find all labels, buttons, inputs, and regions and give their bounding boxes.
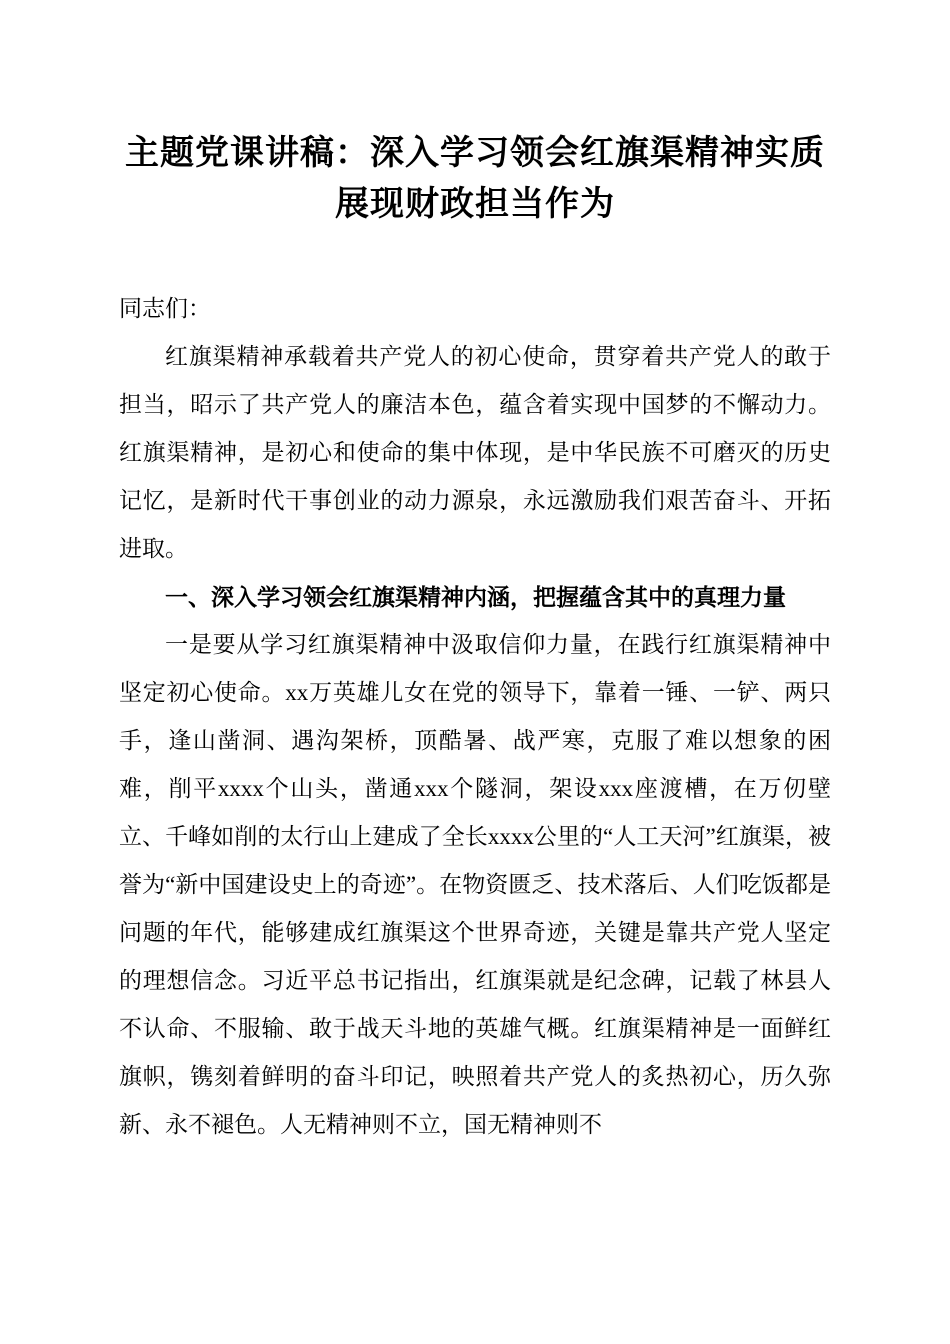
document-title-line-1: 主题党课讲稿：深入学习领会红旗渠精神实质	[125, 135, 825, 172]
document-title	[119, 128, 831, 230]
section-heading-1: 一、深入学习领会红旗渠精神内涵，把握蕴含其中的真理力量	[165, 584, 786, 610]
document-title-line-2: 展现财政担当作为	[335, 186, 615, 223]
paragraph-section-1: 一是要从学习红旗渠精神中汲取信仰力量，在践行红旗渠精神中坚定初心使命。xx万英雄儿女在党的领导下，靠着一锤、一铲、两只手，逢山凿洞、遇沟架桥，顶酷暑、战严寒，克服了难以想象的困难，削平xxxx个山头，凿通xxx个隧洞，架设xxx座渡槽，在万仞壁立、千峰如削的太行山上建成了全长xxxx公里的“人工天河”红旗渠，被誉为“新中国建设史上的奇迹”。在物资匮乏、技术落后、人们吃饭都是问题的年代，能够建成红旗渠这个世界奇迹，关键是靠共产党人坚定的理想信念。习近平总书记指出，红旗渠就是纪念碑，记载了林县人不认命、不服输、敢于战天斗地的英雄气概。红旗渠精神是一面鲜红旗帜，镌刻着鲜明的奋斗印记，映照着共产党人的炙热初心，历久弥新、永不褪色。人无精神则不立，国无精神则不	[119, 632, 831, 1137]
paragraph-intro: 红旗渠精神承载着共产党人的初心使命，贯穿着共产党人的敢于担当，昭示了共产党人的廉洁本色，蕴含着实现中国梦的不懈动力。红旗渠精神，是初心和使命的集中体现，是中华民族不可磨灭的历史记忆，是新时代干事创业的动力源泉，永远激励我们艰苦奋斗、开拓进取。	[119, 344, 831, 561]
document-body	[119, 285, 831, 1149]
salutation: 同志们：	[119, 296, 211, 321]
